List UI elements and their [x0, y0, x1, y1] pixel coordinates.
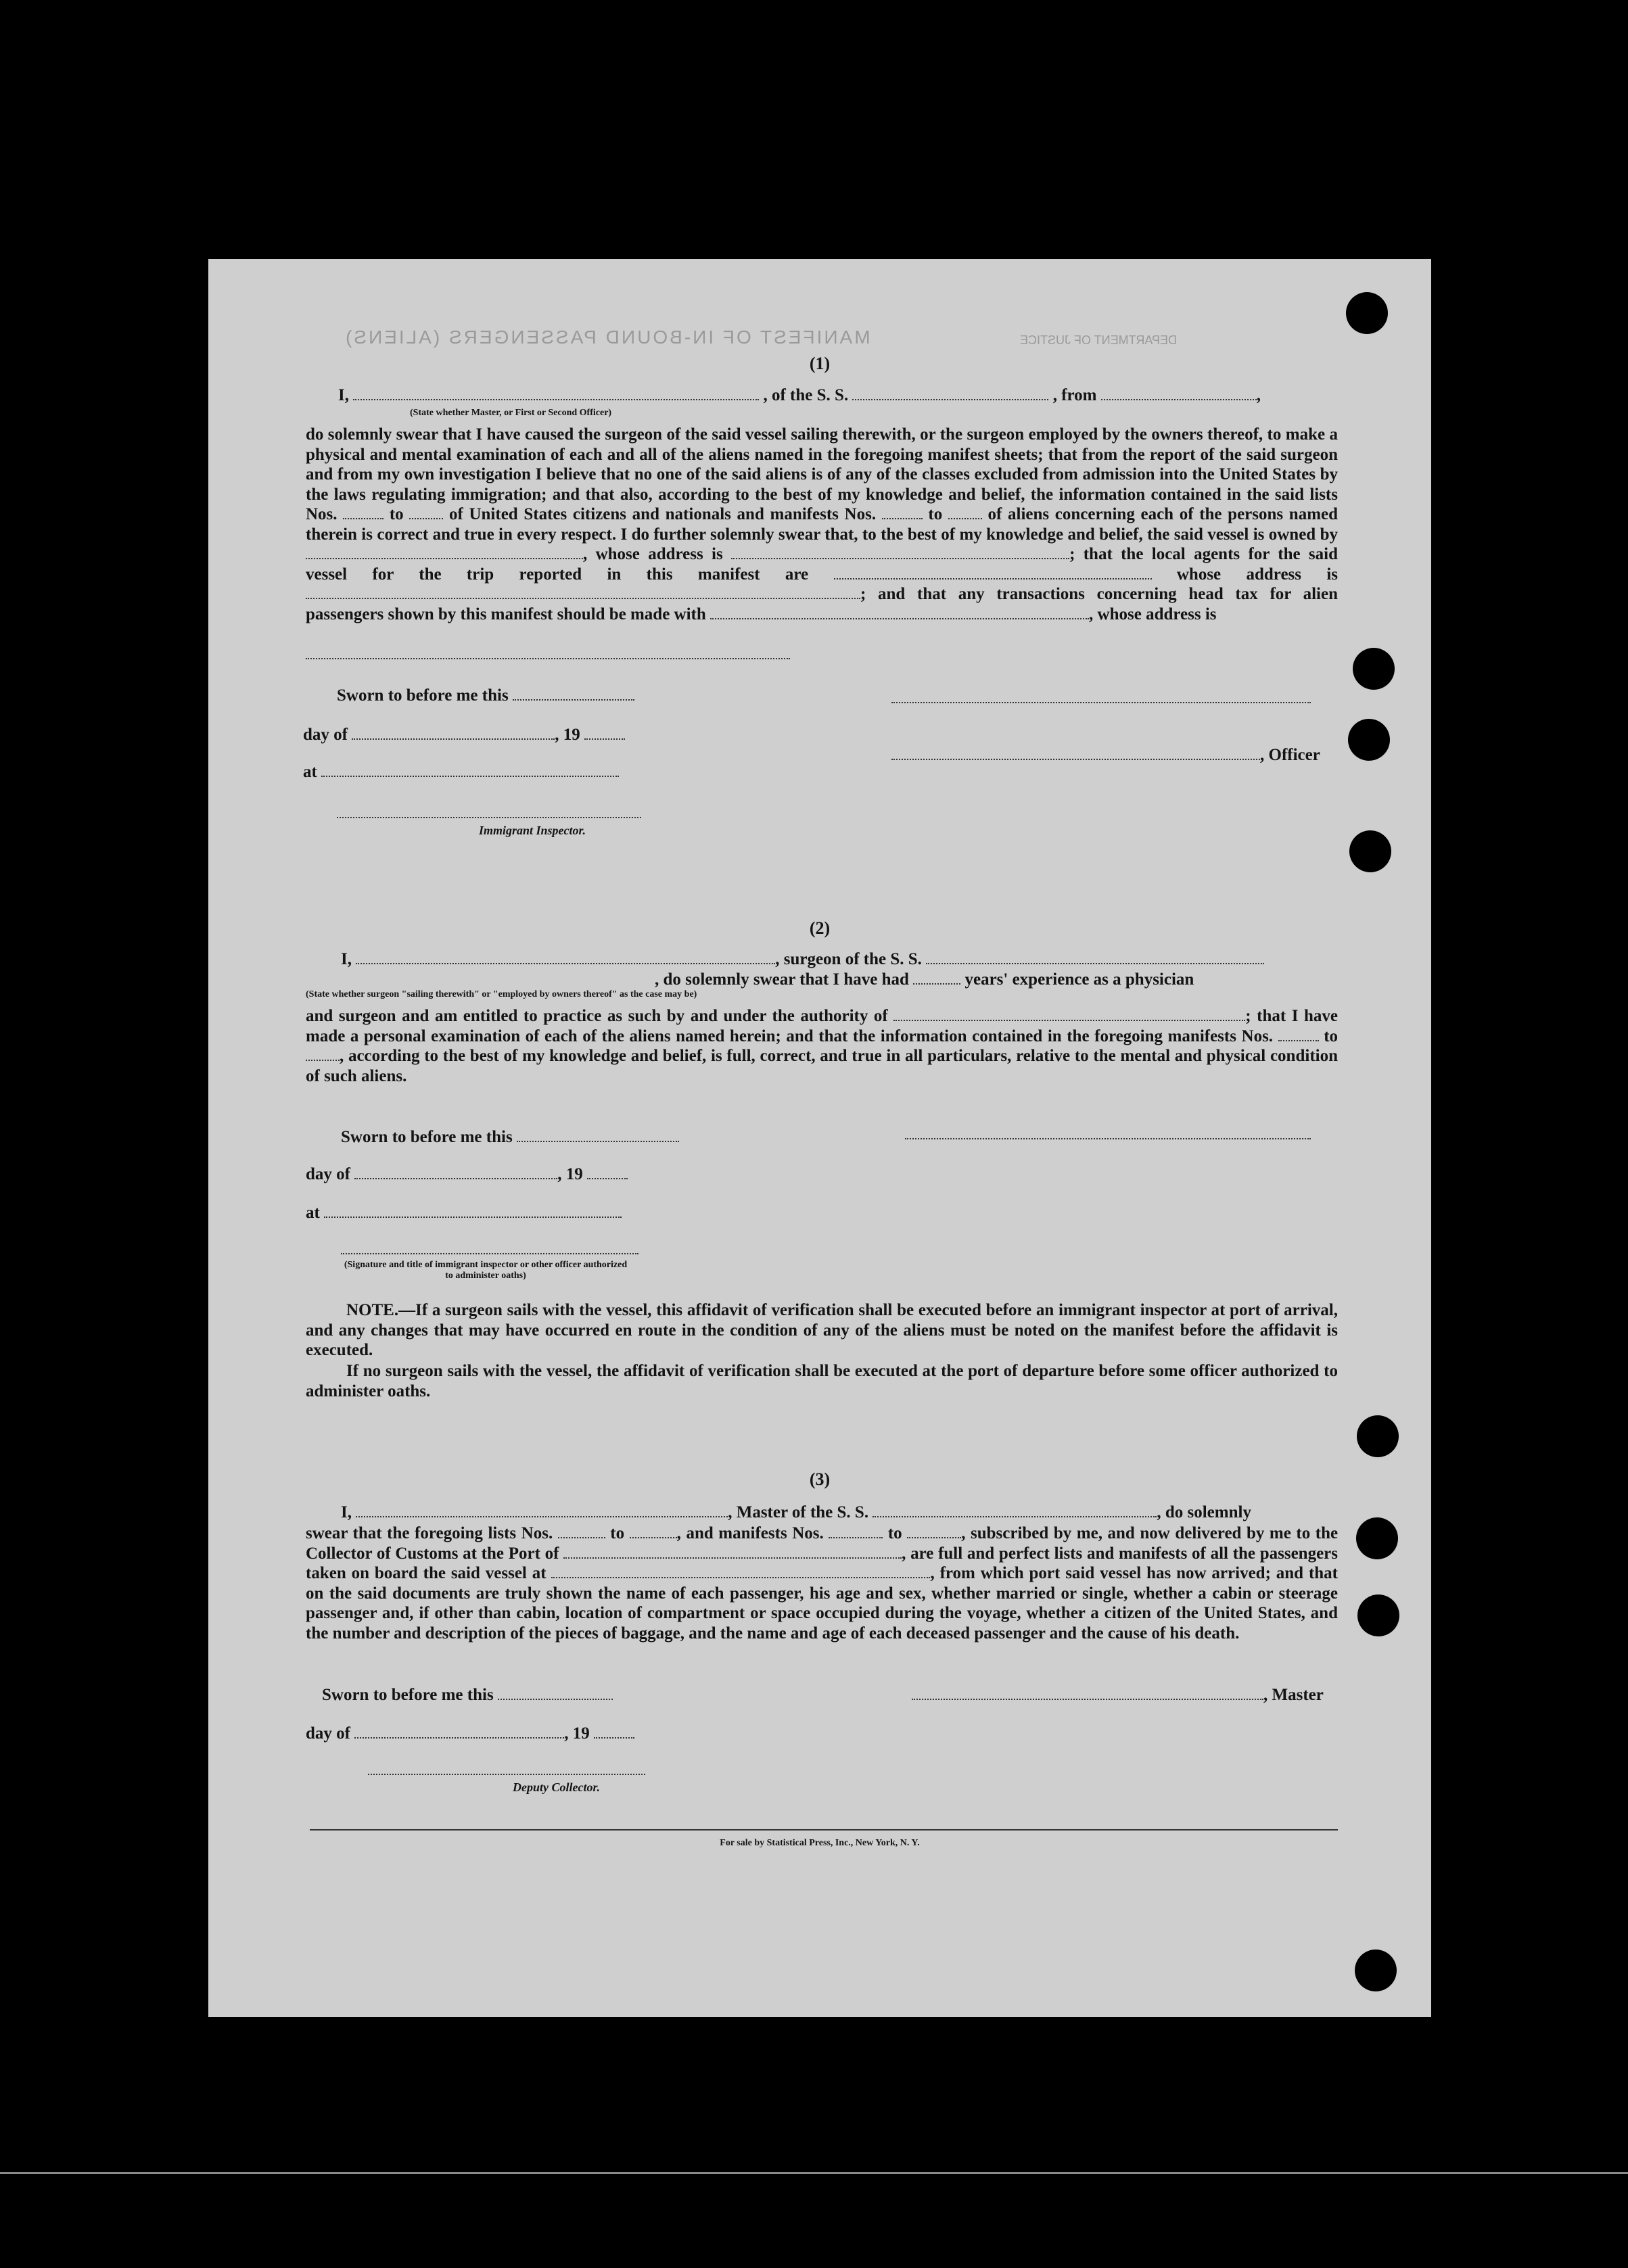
- s3-header-line: I, , Master of the S. S. , do solemnly: [341, 1503, 1251, 1521]
- binder-hole: [1355, 1950, 1397, 1991]
- s3-master: , Master: [912, 1686, 1324, 1705]
- s2-sig-caption: (Signature and title of immigrant inspector or other officer authorized to administer oaths): [344, 1260, 628, 1281]
- s2-at: at: [306, 1204, 622, 1223]
- s1-sworn: Sworn to before me this: [337, 686, 634, 705]
- s3-day-of: day of , 19: [306, 1724, 634, 1743]
- faint-header-title: MANIFEST OF IN-BOUND PASSENGERS (ALIENS): [344, 327, 870, 348]
- note-paragraph-2: If no surgeon sails with the vessel, the affidavit of verification shall be executed at the port of departure before some officer authorized to administer oaths.: [306, 1362, 1338, 1400]
- binder-hole: [1357, 1594, 1399, 1636]
- faint-header-dept: DEPARTMENT OF JUSTICE: [1020, 333, 1178, 347]
- section-1-number: (1): [809, 354, 831, 373]
- s3-deputy-caption: Deputy Collector.: [513, 1780, 600, 1794]
- binder-hole: [1348, 719, 1390, 761]
- form-page: [208, 259, 1431, 2017]
- s1-officer-line-1: [891, 702, 1311, 703]
- s2-header-line: I, , surgeon of the S. S.: [341, 950, 1264, 969]
- s3-sworn: Sworn to before me this: [322, 1686, 613, 1705]
- s1-address-line: [306, 658, 790, 659]
- s2-day-of: day of , 19: [306, 1165, 628, 1184]
- s1-inspector-sigline: [337, 817, 641, 818]
- s1-oath-text: do solemnly swear that I have caused the surgeon of the said vessel sailing therewith, or the surgeon employed by the owners thereof, to make a physical and mental examination of each and all of the aliens named in the foregoing manifest sheets; that from the report of the said surgeon and from my own investigation I believe that no one of the said aliens is of any of the classes excluded from admission into the United States by the laws regulating immigration; and that also, according to the best of my knowledge and belief, the information contained in the said lists Nos. to of United States citizens and nationals and manifests Nos. to of aliens concerning each of the persons named therein is correct and true in every respect. I do further solemnly swear that, to the best of my knowledge and belief, the said vessel is owned by , whose address is ; that the local agents for the said vessel for the trip reported in this manifest are whose address is ; and that any transactions concerning head tax for alien passengers shown by this manifest should be made with , whose address is: [306, 425, 1339, 623]
- s2-sigline: [341, 1253, 638, 1254]
- s2-sworn: Sworn to before me this: [341, 1128, 679, 1147]
- note-paragraph-1: NOTE.—If a surgeon sails with the vessel, this affidavit of verification shall be executed before an immigrant inspector at port of arrival, and any changes that may have occurred en route in the condition of any of the aliens must be noted on the manifest before the affidavit is executed.: [306, 1301, 1338, 1359]
- s2-oath-text: and surgeon and am entitled to practice as such by and under the authority of ; that I have made a personal examination of each of the aliens named herein; and that the information contained in the foregoing manifests Nos. to , according to the best of my knowledge and belief, is full, correct, and true in all particulars, relative to the mental and physical condition of such aliens.: [306, 1007, 1339, 1085]
- binder-hole: [1346, 292, 1388, 334]
- binder-hole: [1353, 648, 1395, 690]
- s1-header-line: I, , of the S. S. , from ,: [338, 386, 1261, 404]
- binder-hole: [1357, 1415, 1399, 1457]
- s1-officer: , Officer: [891, 746, 1320, 765]
- section-2-number: (2): [809, 918, 831, 938]
- s1-day-of: day of , 19: [303, 726, 625, 745]
- s1-at: at: [303, 763, 619, 782]
- s3-deputy-sigline: [368, 1774, 645, 1775]
- s1-inspector-caption: Immigrant Inspector.: [479, 824, 586, 837]
- s1-officer-hint: (State whether Master, or First or Second Officer): [410, 408, 612, 418]
- binder-hole: [1349, 830, 1391, 872]
- scanner-edge-line: [0, 2172, 1628, 2174]
- printer-credit: For sale by Statistical Press, Inc., New York, N. Y.: [720, 1838, 920, 1848]
- section-3-number: (3): [809, 1469, 831, 1489]
- s2-surgeon-sigline: [905, 1138, 1311, 1139]
- s2-surgeon-hint: (State whether surgeon "sailing therewith" or "employed by owners thereof" as the case may be): [306, 989, 697, 999]
- footer-rule: [310, 1829, 1338, 1830]
- s3-oath-text: swear that the foregoing lists Nos. to , and manifests Nos. to , subscribed by me, and now delivered by me to the Collector of Customs at the Port of , are full and perfect lists and manifests of all the passengers taken on board the said vessel at , from which port said vessel has now arrived; and that on the said documents are truly shown the name of each passenger, his age and sex, whether married or single, whether a cabin or steerage passenger and, if other than cabin, location of compartment or space occupied during the voyage, whether a citizen of the United States, and the number and description of the pieces of baggage, and the name and age of each deceased passenger and the cause of his death.: [306, 1524, 1339, 1643]
- s2-swear-line: , do solemnly swear that I have had years' experience as a physician: [655, 970, 1194, 989]
- binder-hole: [1356, 1517, 1398, 1559]
